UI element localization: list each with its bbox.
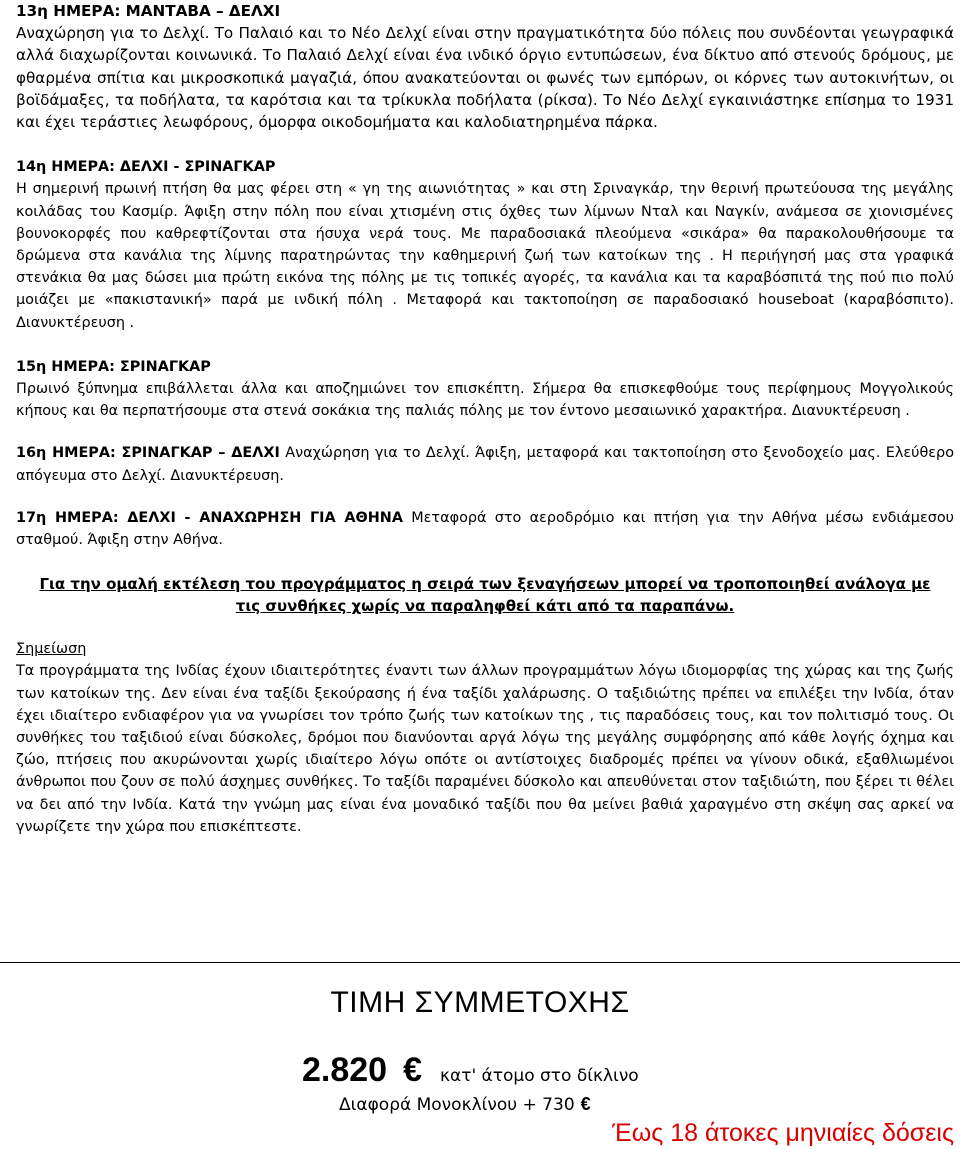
- note-title: Σημείωση: [16, 641, 87, 658]
- day-15-title: 15η ΗΜΕΡΑ: ΣΡΙΝΑΓΚΑΡ: [16, 358, 211, 375]
- day-17-section: [16, 507, 954, 551]
- price-amount: 2.820: [302, 1051, 388, 1089]
- note-text: Τα προγράμματα της Ινδίας έχουν ιδιαιτερότητες έναντι των άλλων προγραμμάτων λόγω ιδιομορφίας της χώρας και της ζωής των κατοίκων της. Δεν είναι ένα ταξίδι ξεκούρασης ή ένα ταξίδι χαλάρωσης. Ο ταξιδιώτης πρέπει να επιλέξει την Ινδία, όταν έχει ιδιαίτερο ενδιαφέρον για να γνωρίσει τον τρόπο ζωής των κατοίκων της , τις παραδόσεις τους, και τον πολιτισμό τους. Οι συνθήκες του ταξιδιού είναι δύσκολες, δρόμοι που διανύονται αργά λόγω της μεγάλης συμφόρησης από κάθε λογής όχημα και ζώο, πτήσεις που ακυρώνονται χωρίς ιδιαίτερο λόγω οπότε οι αντίστοιχες διαδρομές πρέπει να γίνουν οδικά, εξαθλιωμένοι άνθρωποι που ζουν σε πολύ άσχημες συνθήκες. Το ταξίδι παραμένει δύσκολο και απευθύνεται στον ταξιδιώτη, που ξέρει τι θέλει να δει από την Ινδία. Κατά την γνώμη μας είναι ένα μοναδικό ταξίδι που θα μείνει βαθιά χαραγμένο στη σκέψη σας αρκεί να γνωρίζετε την χώρα που επισκέπτεστε.: [16, 663, 954, 835]
- day-14-section: [16, 156, 954, 334]
- program-notice: [16, 573, 954, 617]
- euro-small-icon: €: [580, 1094, 591, 1114]
- day-13-text: Αναχώρηση για το Δελχί. Το Παλαιό και το Νέο Δελχί είναι στην πραγματικότητα δύο πόλεις που συνδέονται γεωγραφικά αλλά διαχωρίζονται κοινωνικά. Το Παλαιό Δελχί είναι ένα ινδικό όργιο εντυπώσεων, ένα δίκτυο από στενούς δρόμους, με φθαρμένα σπίτια και μικροσκοπικά μαγαζιά, όπου ανακατεύονται οι φωνές των εμπόρων, οι κόρνες των αυτοκινήτων, οι βοϊδάμαξες, τα ποδήλατα, τα καρότσια και τα τρίκυκλα ποδήλατα (ρίκσα). Το Νέο Δελχί εγκαινιάστηκε επίσημα το 1931 και έχει τεράστιες λεωφόρους, όμορφα οικοδομήματα και καλοδιατηρημένα πάρκα.: [16, 24, 954, 132]
- day-14-text: Η σημερινή πρωινή πτήση θα μας φέρει στη « γη της αιωνιότητας » και στη Σριναγκάρ, την θερινή πρωτεύουσα της μεγάλης κοιλάδας του Κασμίρ. Άφιξη στην πόλη που είναι χτισμένη στις όχθες των λίμνων Νταλ και Ναγκίν, ανάμεσα σε χιονισμένες βουνοκορφές που καθρεφτίζονται στα ήσυχα νερά τους. Με παραδοσιακά πλεούμενα «σικάρα» θα παρακολουθήσουμε τα δρώμενα στα κανάλια της λίμνης παρατηρώντας την καθημερινή ζωή των κατοίκων της . Η περιήγησή μας στα γραφικά στενάκια θα μας δώσει μια πρώτη εικόνα της πόλης με τις τοπικές αγορές, τα κανάλια και τα καραβόσπιτά της πού πιο πολύ μοιάζει με «πακιστανική» παρά με ινδική πόλη . Μεταφορά και τακτοποίηση σε παραδοσιακό houseboat (καραβόσπιτο). Διανυκτέρευση .: [16, 181, 954, 331]
- day-16-section: [16, 442, 954, 486]
- day-13-section: [16, 0, 954, 133]
- price-per-person: κατ' άτομο στο δίκλινο: [440, 1066, 639, 1086]
- day-16-text: Αναχώρηση για το Δελχί. Άφιξη, μεταφορά και τακτοποίηση στο ξενοδοχείο μας. Ελεύθερο απόγευμα στο Δελχί. Διανυκτέρευση.: [16, 445, 955, 484]
- day-14-title: 14η ΗΜΕΡΑ: ΔΕΛΧΙ - ΣΡΙΝΑΓΚΑΡ: [16, 159, 276, 176]
- day-17-title: 17η ΗΜΕΡΑ: ΔΕΛΧΙ - ΑΝΑΧΩΡΗΣΗ ΓΙΑ ΑΘΗΝΑ: [16, 509, 403, 526]
- single-room-supplement-text: Διαφορά Μονοκλίνου + 730: [339, 1095, 575, 1115]
- euro-icon: €: [403, 1051, 423, 1089]
- day-16-title: 16η ΗΜΕΡΑ: ΣΡΙΝΑΓΚΑΡ – ΔΕΛΧΙ: [16, 445, 280, 462]
- price-title: ΤΙΜΗ ΣΥΜΜΕΤΟΧΗΣ: [330, 986, 630, 1019]
- price-line: [302, 1051, 639, 1090]
- day-15-text: Πρωινό ξύπνημα επιβάλλεται άλλα και αποζημιώνει τον επισκέπτη. Σήμερα θα επισκεφθούμε τους περίφημους Μογγολικούς κήπους και θα περπατήσουμε στα στενά σοκάκια της παλιάς πόλης με τον έντονο μεσαιωνικό χαρακτήρα. Διανυκτέρευση .: [16, 381, 954, 420]
- itinerary-page: [16, 0, 954, 838]
- notice-line-1: Για την ομαλή εκτέλεση του προγράμματος η σειρά των ξεναγήσεων μπορεί να τροποποιηθεί ανάλογα με: [39, 575, 931, 594]
- note-section: [16, 638, 954, 838]
- day-15-section: [16, 356, 954, 423]
- notice-line-2: τις συνθήκες χωρίς να παραληφθεί κάτι από τα παραπάνω.: [235, 597, 735, 616]
- installments-offer: Έως 18 άτοκες μηνιαίες δόσεις: [612, 1119, 954, 1147]
- single-room-supplement: [339, 1094, 591, 1115]
- divider: [0, 962, 960, 963]
- day-17-text: Μεταφορά στο αεροδρόμιο και πτήση για την Αθήνα μέσω ενδιάμεσου σταθμού. Άφιξη στην Αθήνα.: [16, 509, 954, 549]
- day-13-title: 13η ΗΜΕΡΑ: ΜΑΝΤΑΒΑ – ΔΕΛΧΙ: [16, 2, 281, 20]
